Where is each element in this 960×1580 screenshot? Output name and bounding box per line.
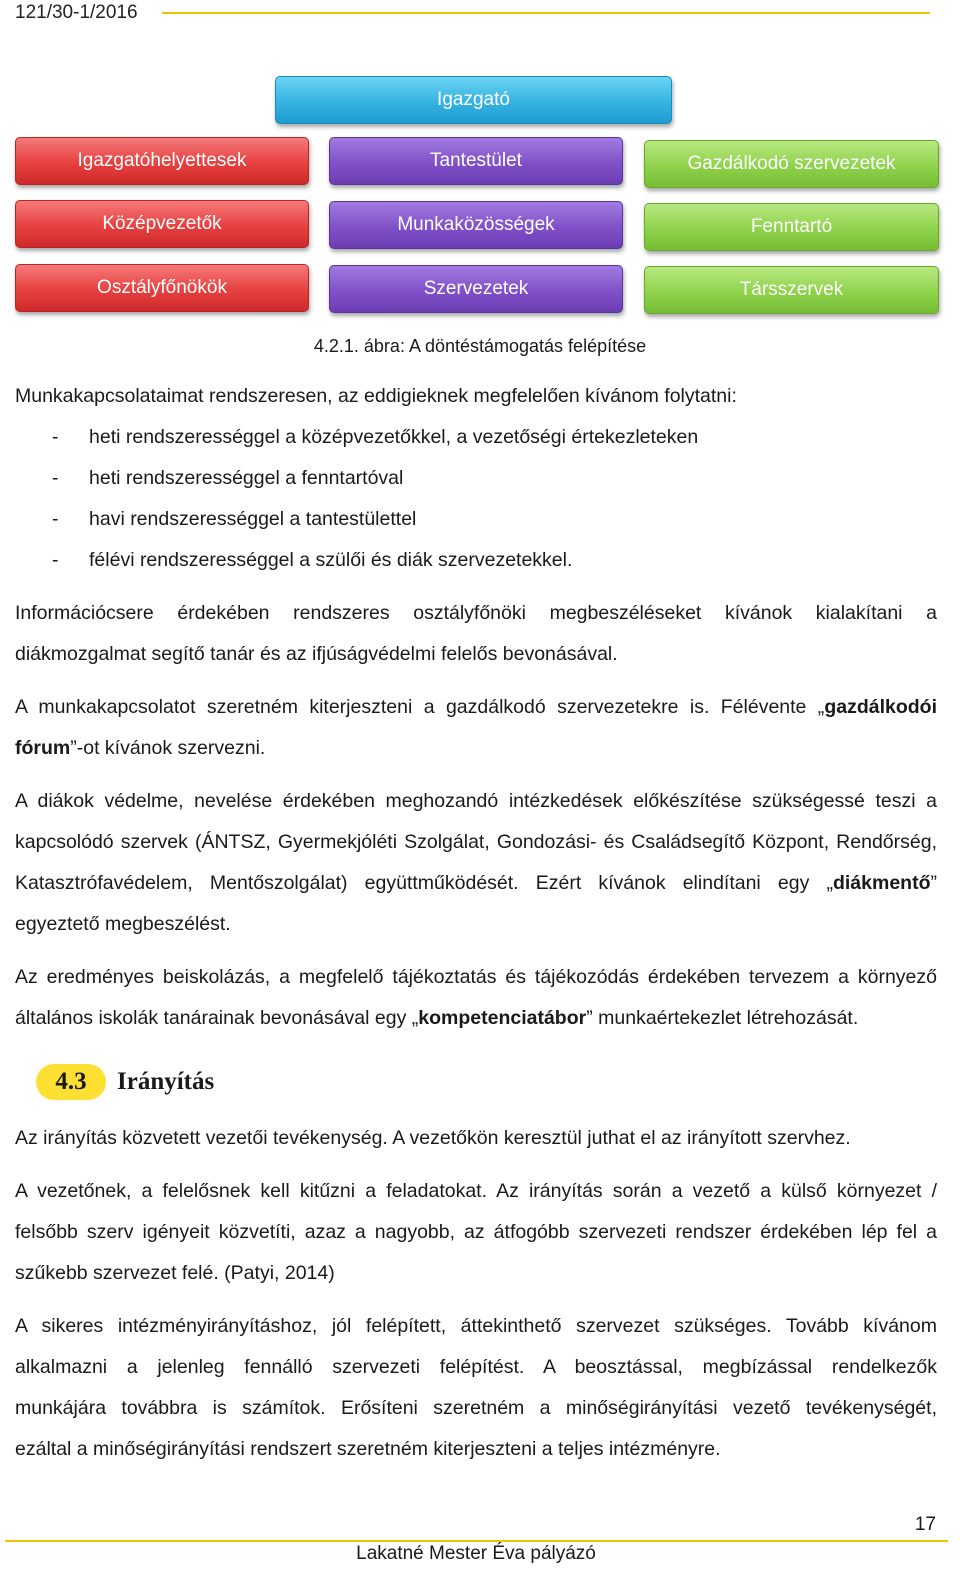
footer-rule xyxy=(5,1540,948,1542)
bullet-dash: - xyxy=(52,467,59,489)
enrollment-paragraph-line1: Az eredményes beiskolázás, a megfelelő tájékoztatás és tájékozódás érdekében tervezem a környező xyxy=(15,966,937,988)
forum-text: A munkakapcsolatot szeretném kiterjeszteni a gazdálkodó szervezetekre is. Félévente „ xyxy=(15,696,825,718)
forum-paragraph-line2 xyxy=(15,728,937,769)
section-title: Irányítás xyxy=(117,1068,215,1095)
forum-bold: fórum xyxy=(15,737,71,759)
bullet-text: félévi rendszerességgel a szülői és diák szervezetekkel. xyxy=(89,549,573,571)
direction-paragraph3-line4: ezáltal a minőségirányítási rendszert szeretném kiterjeszteni a teljes intézményre. xyxy=(15,1438,721,1460)
org-box-work-communities: Munkaközösségek xyxy=(329,201,623,249)
enrollment-text: ” munkaértekezlet létrehozását. xyxy=(586,1007,859,1029)
protection-bold: diákmentő xyxy=(832,872,931,894)
bullet-dash: - xyxy=(52,549,59,571)
bullet-text: havi rendszerességgel a tantestülettel xyxy=(89,508,417,530)
protection-paragraph-line1: A diákok védelme, nevelése érdekében meghozandó intézkedések előkészítése szükségessé teszi a xyxy=(15,790,937,812)
header-rule xyxy=(162,12,930,14)
direction-paragraph2-line1: A vezetőnek, a felelősnek kell kitűzni a feladatokat. Az irányítás során a vezető a külső környezet / xyxy=(15,1180,937,1202)
org-box-business-organizations: Gazdálkodó szervezetek xyxy=(644,140,939,188)
bullet-text: heti rendszerességgel a fenntartóval xyxy=(89,467,404,489)
protection-paragraph-line3 xyxy=(15,863,937,904)
direction-paragraph2-line3: szűkebb szervezet felé. (Patyi, 2014) xyxy=(15,1262,335,1284)
org-box-middle-managers: Középvezetők xyxy=(15,200,309,248)
protection-text: Katasztrófavédelem, Mentőszolgálat) együttműködését. Ezért kívánok elindítani egy „ xyxy=(15,872,833,894)
forum-paragraph-line1 xyxy=(15,687,937,728)
bullet-text: heti rendszerességgel a középvezetőkkel, a vezetőségi értekezleteken xyxy=(89,426,699,448)
protection-paragraph-line2: kapcsolódó szervek (ÁNTSZ, Gyermekjóléti Szolgálat, Gondozási- és Családsegítő Központ, Rendőrség, xyxy=(15,831,937,853)
page-number: 17 xyxy=(914,1514,936,1535)
info-paragraph-line1: Információcsere érdekében rendszeres osztályfőnöki megbeszéléseket kívánok kialakítani a xyxy=(15,602,937,624)
direction-paragraph2-line2: felsőbb szerv igényeit közvetíti, azaz a nagyobb, az átfogóbb szervezeti rendszer érdekében lép fel a xyxy=(15,1221,937,1243)
direction-paragraph3-line2: alkalmazni a jelenleg fennálló szervezeti felépítést. A beosztással, megbízással rendelkezők xyxy=(15,1356,937,1378)
enrollment-text: általános iskolák tanárainak bevonásával egy „ xyxy=(15,1007,419,1029)
section-number-badge: 4.3 xyxy=(36,1064,106,1100)
figure-caption: 4.2.1. ábra: A döntéstámogatás felépítése xyxy=(313,336,647,356)
direction-paragraph3-line1: A sikeres intézményirányításhoz, jól felépített, áttekinthető szervezet szükséges. Tovább kívánom xyxy=(15,1315,937,1337)
bullet-dash: - xyxy=(52,508,59,530)
enrollment-paragraph-line2 xyxy=(15,998,937,1039)
org-box-director: Igazgató xyxy=(275,76,672,124)
page-header-code: 121/30-1/2016 xyxy=(15,2,138,23)
bullet-dash: - xyxy=(52,426,59,448)
org-box-teaching-staff: Tantestület xyxy=(329,137,623,185)
info-paragraph-line2: diákmozgalmat segítő tanár és az ifjúságvédelmi felelős bevonásával. xyxy=(15,643,618,665)
forum-bold: gazdálkodói xyxy=(824,696,937,718)
direction-paragraph1: Az irányítás közvetett vezetői tevékenység. A vezetőkön keresztül juthat el az irányított szervhez. xyxy=(15,1127,851,1149)
protection-text: ” xyxy=(930,872,937,894)
org-box-partner-bodies: Társszervek xyxy=(644,266,939,314)
direction-paragraph3-line3: munkájára továbbra is számítok. Erősíteni szeretném a minőségirányítási vezető tevékenységét, xyxy=(15,1397,937,1419)
protection-paragraph-line4: egyeztető megbeszélést. xyxy=(15,913,231,935)
forum-text: ”-ot kívánok szervezni. xyxy=(70,737,266,759)
org-box-maintainer: Fenntartó xyxy=(644,203,939,251)
org-box-deputies: Igazgatóhelyettesek xyxy=(15,137,309,185)
org-box-form-teachers: Osztályfőnökök xyxy=(15,264,309,312)
intro-paragraph: Munkakapcsolataimat rendszeresen, az eddigieknek megfelelően kívánom folytatni: xyxy=(15,385,737,407)
org-box-organizations: Szervezetek xyxy=(329,265,623,313)
enrollment-bold: kompetenciatábor xyxy=(418,1007,587,1029)
footer-author: Lakatné Mester Éva pályázó xyxy=(356,1543,596,1564)
